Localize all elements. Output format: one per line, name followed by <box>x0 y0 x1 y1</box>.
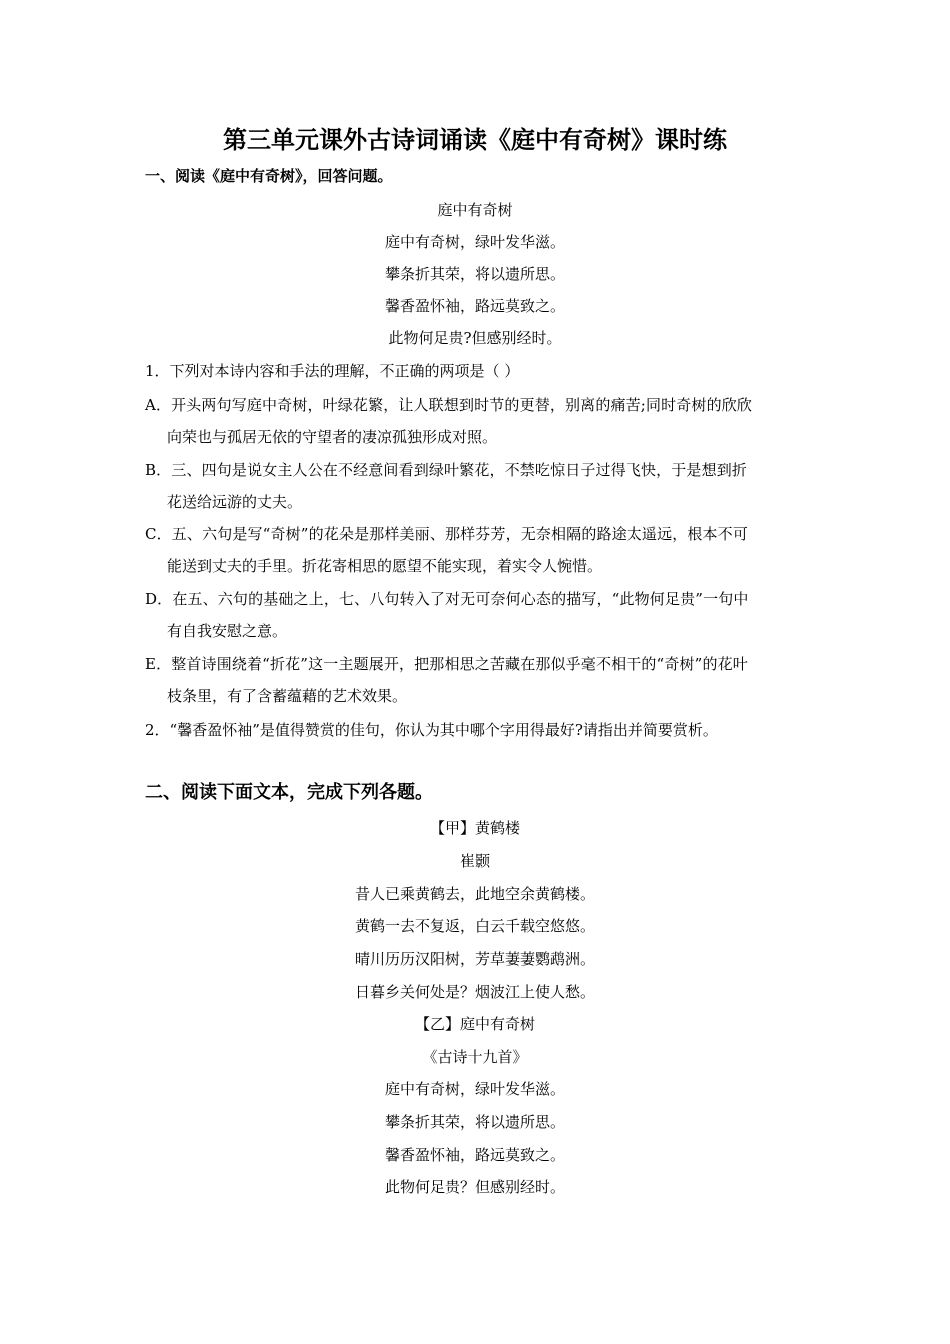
option-a <box>145 389 810 453</box>
section1-heading: 一、阅读《庭中有奇树》，回答问题。 <box>145 167 393 185</box>
option-e <box>145 648 810 712</box>
poem-b-title: 【乙】庭中有奇树 <box>414 1015 535 1033</box>
option-text: 向荣也与孤居无依的守望者的凄凉孤独形成对照。 <box>167 428 498 446</box>
option-text: 枝条里，有了含蓄蕴藉的艺术效果。 <box>167 687 408 705</box>
poem-line: 馨香盈怀袖，路远莫致之。 <box>384 1146 565 1164</box>
poem-a-author: 崔颢 <box>459 852 490 870</box>
poem-a-title: 【甲】黄鹤楼 <box>429 819 520 837</box>
poem-line: 攀条折其荣，将以遗所思。 <box>384 1113 565 1131</box>
poem-title: 庭中有奇树 <box>437 201 513 219</box>
option-text: E．整首诗围绕着“折花”这一主题展开，把那相思之苦藏在那似乎毫不相干的“奇树”的花叶 <box>145 655 748 673</box>
poem-line: 昔人已乘黄鹤去，此地空余黄鹤楼。 <box>354 885 595 903</box>
section2-heading: 二、阅读下面文本，完成下列各题。 <box>145 782 433 803</box>
option-c <box>145 518 810 582</box>
page-title: 第三单元课外古诗词诵读《庭中有奇树》课时练 <box>223 125 727 154</box>
poem-line: 庭中有奇树，绿叶发华滋。 <box>384 1080 565 1098</box>
question-1: 1．下列对本诗内容和手法的理解，不正确的两项是（ ） <box>145 362 520 380</box>
option-text: 能送到丈夫的手里。折花寄相思的愿望不能实现，着实令人惋惜。 <box>167 557 603 575</box>
option-text: C．五、六句是写“奇树”的花朵是那样美丽、那样芬芳，无奈相隔的路途太遥远，根本不可 <box>145 525 748 543</box>
option-text: 花送给远游的丈夫。 <box>167 493 303 511</box>
option-text: B．三、四句是说女主人公在不经意间看到绿叶繁花，不禁吃惊日子过得飞快，于是想到折 <box>145 461 748 479</box>
poem-line: 黄鹤一去不复返，白云千载空悠悠。 <box>354 917 595 935</box>
option-d <box>145 583 810 647</box>
question-2: 2．“馨香盈怀袖”是值得赞赏的佳句，你认为其中哪个字用得最好?请指出并简要赏析。 <box>145 721 718 739</box>
poem-b-source: 《古诗十九首》 <box>422 1048 528 1066</box>
poem-line: 此物何足贵?但感别经时。 <box>388 329 562 347</box>
option-b <box>145 454 810 518</box>
poem-line: 此物何足贵？但感别经时。 <box>384 1178 565 1196</box>
poem-line: 馨香盈怀袖，路远莫致之。 <box>384 297 565 315</box>
option-text: D．在五、六句的基础之上，七、八句转入了对无可奈何心态的描写，“此物何足贵”一句中 <box>145 590 749 608</box>
poem-line: 晴川历历汉阳树，芳草萋萋鹦鹉洲。 <box>354 950 595 968</box>
option-text: A．开头两句写庭中奇树，叶绿花繁，让人联想到时节的更替，别离的痛苦;同时奇树的欣欣 <box>145 396 753 414</box>
option-text: 有自我安慰之意。 <box>167 622 288 640</box>
poem-line: 日暮乡关何处是？烟波江上使人愁。 <box>354 983 595 1001</box>
poem-line: 攀条折其荣，将以遗所思。 <box>384 265 565 283</box>
poem-line: 庭中有奇树，绿叶发华滋。 <box>384 233 565 251</box>
